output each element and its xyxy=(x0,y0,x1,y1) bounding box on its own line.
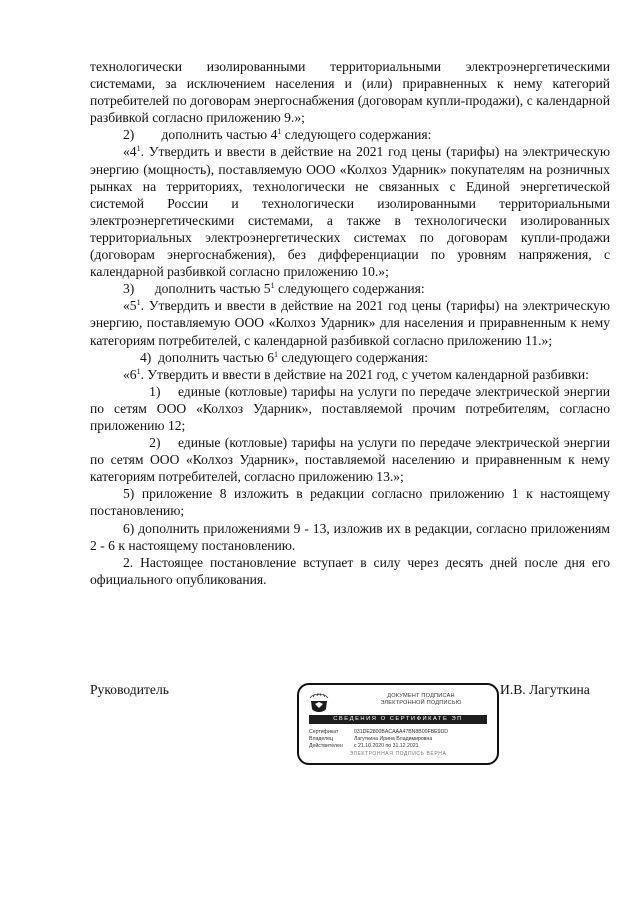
paragraph-3-superscript: 1 xyxy=(270,281,275,291)
stamp-row-key: Сертификат xyxy=(309,729,339,735)
paragraph-2-text-end: . Утвердить и ввести в действие на 2021 год цены (тарифы) на электрическую энергию (мощность), поставляемую ООО «Колхоз Ударник» покупателям на розничных рынках на территориях, технологически не связанных с Единой энергетической системой России и технологически изолированными территориальными электроэнергетическими системами, а также в технологически изолированных территориальных электроэнергетических системах по договорам купли-продажи (договорам энергоснабжения), без дифференциации по уровням напряжения, с календарной разбивкой согласно приложению 10.»; xyxy=(90,144,610,280)
paragraph-4-superscript: 1 xyxy=(136,298,141,308)
paragraph-5-superscript: 1 xyxy=(274,349,278,359)
paragraph-5-text-end: следующего содержания: xyxy=(278,349,429,365)
paragraph-8-text: 2) единые (котловые) тарифы на услуги по передаче электрической энергии по сетям ООО «Колхоз Ударник», поставляемой населению и приравненным к нему категориям потребителей, согласно приложению 13.»; xyxy=(90,435,614,485)
paragraph-8 xyxy=(90,434,614,485)
paragraph-6 xyxy=(90,366,610,383)
paragraph-4-text-end: . Утвердить и ввести в действие на 2021 год цены (тарифы) на электрическую энергию, поставляемую ООО «Колхоз Ударник» для населения и приравненным к нему категориям потребителей, с календарной разбивкой согласно приложению 11.»; xyxy=(90,298,610,348)
stamp-heading-line-1: ДОКУМЕНТ ПОДПИСАН xyxy=(387,693,455,699)
paragraph-11 xyxy=(90,554,610,588)
paragraph-9-text: 5) приложение 8 изложить в редакции согласно приложению 1 к настоящему постановлению; xyxy=(90,486,610,519)
paragraph-5-text: 4) дополнить частью 6 xyxy=(123,349,274,365)
paragraph-3-text-end: следующего содержания: xyxy=(274,281,425,297)
paragraph-0-text: технологически изолированными территориальными электроэнергетическими системами, за исключением населения и (или) приравненных к нему категорий потребителей по договорам энергоснабжения (договорам купли-продажи), с календарной разбивкой согласно приложению 9.»; xyxy=(90,59,610,126)
paragraph-1 xyxy=(90,126,610,143)
paragraph-1-text-end: следующего содержания: xyxy=(281,127,432,143)
paragraph-10 xyxy=(90,520,610,554)
stamp-row-value: 031DE2800BACAAA47BN8B00FBE9DD xyxy=(354,729,449,735)
stamp-row-owner xyxy=(309,736,491,743)
coat-of-arms-icon xyxy=(306,689,332,715)
paragraph-7-text: 1) единые (котловые) тарифы на услуги по передаче электрической энергии по сетям ООО «Колхоз Ударник», поставляемой прочим потребителям, согласно приложению 12; xyxy=(90,383,614,433)
paragraph-10-text: 6) дополнить приложениями 9 - 13, изложив их в редакции, согласно приложениям 2 - 6 к настоящему постановлению. xyxy=(90,520,610,553)
stamp-certificate-bar: СВЕДЕНИЯ О СЕРТИФИКАТЕ ЭП xyxy=(309,715,487,724)
document-body xyxy=(90,58,614,588)
paragraph-6-superscript: 1 xyxy=(136,366,141,376)
paragraph-2-superscript: 1 xyxy=(136,144,141,154)
paragraph-3 xyxy=(90,280,610,297)
stamp-row-key: Действителен xyxy=(309,743,343,749)
paragraph-2 xyxy=(90,143,610,280)
signatory-position: Руководитель xyxy=(90,682,169,697)
signatory-name: И.В. Лагуткина xyxy=(500,682,590,697)
paragraph-2-text: «4 xyxy=(123,144,137,160)
paragraph-5 xyxy=(90,349,610,366)
paragraph-9 xyxy=(90,485,610,519)
paragraph-4-text: «5 xyxy=(123,298,137,314)
electronic-signature-stamp xyxy=(297,683,499,765)
stamp-heading-line-2: ЭЛЕКТРОННОЙ ПОДПИСЬЮ xyxy=(380,700,462,706)
paragraph-0 xyxy=(90,58,610,126)
stamp-row-value: Лагуткина Ирина Владимировна xyxy=(354,736,433,742)
stamp-details xyxy=(309,729,491,750)
paragraph-6-text-end: . Утвердить и ввести в действие на 2021 год, с учетом календарной разбивки: xyxy=(140,366,589,382)
paragraph-1-text: 2) дополнить частью 4 xyxy=(123,127,278,143)
stamp-footer: ЭЛЕКТРОННАЯ ПОДПИСЬ ВЕРНА xyxy=(349,751,447,757)
stamp-row-validity xyxy=(309,743,491,750)
stamp-row-certificate xyxy=(309,729,491,736)
paragraph-4 xyxy=(90,297,610,348)
paragraph-3-text: 3) дополнить частью 5 xyxy=(123,281,271,297)
stamp-row-key: Владелец xyxy=(309,736,333,742)
paragraph-11-text: 2. Настоящее постановление вступает в силу через десять дней после дня его официального опубликования. xyxy=(90,554,610,587)
stamp-heading xyxy=(361,693,481,707)
paragraph-7 xyxy=(90,383,614,434)
paragraph-6-text: «6 xyxy=(123,366,137,382)
paragraph-1-superscript: 1 xyxy=(277,127,282,137)
stamp-row-value: с 21.10.2020 по 31.12.2021 xyxy=(354,743,419,749)
